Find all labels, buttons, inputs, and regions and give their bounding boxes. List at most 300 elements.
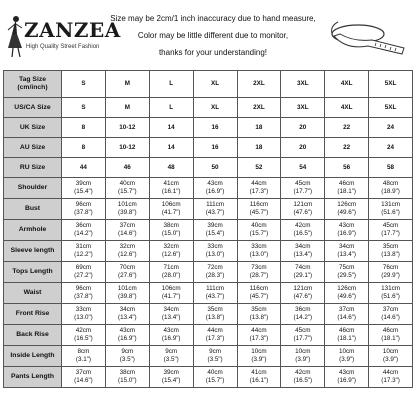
- measurement-cell: [325, 304, 369, 325]
- country-size-row: [4, 138, 413, 158]
- inch-value: (14.6"): [337, 314, 357, 321]
- cm-value: 44cm: [251, 327, 267, 334]
- inch-value: (49.6"): [337, 293, 357, 300]
- measurement-cell: [105, 325, 149, 346]
- measurement-cell: [62, 241, 106, 262]
- inch-value: (3.9"): [339, 356, 355, 363]
- measurement-cell: [193, 220, 237, 241]
- cm-value: 43cm: [119, 327, 136, 334]
- cm-value: 10cm: [251, 348, 267, 355]
- country-size-row: [4, 98, 413, 118]
- inch-value: (13.8"): [381, 251, 400, 258]
- inch-value: (18.9"): [381, 188, 400, 195]
- country-size-row: [4, 118, 413, 138]
- row-label: AU Size: [4, 138, 62, 158]
- measurement-cell: [237, 325, 281, 346]
- inch-value: (37.8"): [74, 293, 93, 300]
- inch-value: (47.6"): [293, 209, 313, 216]
- inch-value: (3.9"): [382, 356, 399, 363]
- size-cell: L: [149, 98, 193, 118]
- row-label: Pants Length: [4, 367, 62, 388]
- measurement-cell: [193, 325, 237, 346]
- cm-value: 40cm: [207, 369, 223, 376]
- cm-value: 40cm: [251, 222, 267, 229]
- measurement-cell: [369, 325, 413, 346]
- measurement-cell: [369, 220, 413, 241]
- measurement-row: [4, 199, 413, 220]
- measurement-row: [4, 262, 413, 283]
- measurement-cell: [281, 199, 325, 220]
- cm-value: 34cm: [163, 306, 179, 313]
- inch-value: (17.3"): [205, 335, 225, 342]
- tag-size-cell: XL: [193, 71, 237, 98]
- header: [0, 0, 416, 70]
- size-cell: 18: [237, 118, 281, 138]
- inch-value: (14.6"): [74, 377, 93, 384]
- measurement-cell: [237, 241, 281, 262]
- cm-value: 106cm: [161, 285, 181, 292]
- inch-value: (15.0"): [161, 230, 181, 237]
- measurement-row: [4, 346, 413, 367]
- measurement-cell: [237, 178, 281, 199]
- size-cell: 22: [325, 138, 369, 158]
- measurement-cell: [325, 346, 369, 367]
- measurement-cell: [193, 178, 237, 199]
- inch-value: (16.9"): [161, 335, 181, 342]
- inch-value: (15.0"): [117, 377, 137, 384]
- inch-value: (16.9"): [117, 335, 137, 342]
- size-cell: 44: [62, 158, 106, 178]
- measurement-cell: [105, 178, 149, 199]
- size-cell: 24: [369, 118, 413, 138]
- inch-value: (28.3"): [205, 272, 225, 279]
- cm-value: 36cm: [75, 222, 92, 229]
- cm-value: 8cm: [77, 348, 90, 355]
- cm-value: 131cm: [381, 285, 401, 292]
- measurement-cell: [149, 220, 193, 241]
- inch-value: (51.6"): [381, 293, 400, 300]
- cm-value: 70cm: [119, 264, 136, 271]
- cm-value: 32cm: [163, 243, 179, 250]
- measurement-cell: [62, 178, 106, 199]
- cm-value: 10cm: [382, 348, 399, 355]
- measurement-cell: [281, 346, 325, 367]
- inch-value: (3.1"): [75, 356, 92, 363]
- size-cell: 52: [237, 158, 281, 178]
- size-chart-table: [3, 70, 413, 388]
- cm-value: 39cm: [207, 222, 223, 229]
- measurement-cell: [149, 178, 193, 199]
- measurement-cell: [105, 283, 149, 304]
- tag-size-row: [4, 71, 413, 98]
- measurement-cell: [62, 325, 106, 346]
- measurement-cell: [325, 262, 369, 283]
- row-label: Bust: [4, 199, 62, 220]
- cm-value: 69cm: [75, 264, 92, 271]
- measurement-row: [4, 241, 413, 262]
- tag-size-header: [4, 71, 62, 98]
- cm-value: 96cm: [75, 201, 92, 208]
- row-label: Inside Length: [4, 346, 62, 367]
- measurement-cell: [149, 283, 193, 304]
- cm-value: 36cm: [295, 306, 311, 313]
- inch-value: (18.1"): [337, 188, 357, 195]
- cm-value: 33cm: [207, 243, 223, 250]
- inch-value: (18.1"): [381, 335, 400, 342]
- measurement-cell: [105, 199, 149, 220]
- row-label: Back Rise: [4, 325, 62, 346]
- size-cell: S: [62, 98, 106, 118]
- cm-value: 37cm: [119, 222, 136, 229]
- measurement-cell: [237, 367, 281, 388]
- cm-value: 101cm: [117, 285, 137, 292]
- measurement-cell: [369, 199, 413, 220]
- measurement-cell: [369, 304, 413, 325]
- measurement-row: [4, 304, 413, 325]
- inch-value: (13.0"): [249, 251, 269, 258]
- cm-value: 39cm: [163, 369, 179, 376]
- size-cell: 16: [193, 118, 237, 138]
- inch-value: (17.3"): [249, 188, 269, 195]
- cm-value: 37cm: [382, 306, 399, 313]
- size-cell: 16: [193, 138, 237, 158]
- cm-value: 73cm: [251, 264, 267, 271]
- cm-value: 45cm: [295, 180, 311, 187]
- size-cell: 3XL: [281, 98, 325, 118]
- measurement-cell: [325, 325, 369, 346]
- cm-value: 43cm: [338, 222, 355, 229]
- cm-value: 48cm: [382, 180, 399, 187]
- cm-value: 9cm: [165, 348, 178, 355]
- measurement-row: [4, 325, 413, 346]
- measurement-cell: [325, 241, 369, 262]
- measurement-cell: [237, 346, 281, 367]
- measurement-cell: [105, 220, 149, 241]
- size-cell: 8: [62, 118, 106, 138]
- measurement-cell: [369, 178, 413, 199]
- cm-value: 116cm: [249, 201, 269, 208]
- measurement-cell: [62, 199, 106, 220]
- inch-value: (29.9"): [381, 272, 400, 279]
- measurement-cell: [237, 199, 281, 220]
- measurement-cell: [281, 220, 325, 241]
- inch-value: (13.4"): [293, 251, 313, 258]
- measurement-cell: [105, 346, 149, 367]
- inch-value: (18.1"): [337, 335, 357, 342]
- tag-size-cell: 5XL: [369, 71, 413, 98]
- inch-value: (13.4"): [337, 251, 357, 258]
- measurement-cell: [325, 283, 369, 304]
- inch-value: (16.5"): [293, 377, 313, 384]
- size-cell: M: [105, 98, 149, 118]
- inch-value: (43.7"): [205, 293, 225, 300]
- measurement-cell: [325, 367, 369, 388]
- inch-value: (28.7"): [249, 272, 269, 279]
- size-cell: 14: [149, 118, 193, 138]
- size-cell: 8: [62, 138, 106, 158]
- cm-value: 35cm: [251, 306, 267, 313]
- cm-value: 71cm: [163, 264, 179, 271]
- cm-value: 41cm: [163, 180, 179, 187]
- tag-size-cell: 2XL: [237, 71, 281, 98]
- inch-value: (45.7"): [249, 293, 269, 300]
- inch-value: (15.7"): [205, 377, 225, 384]
- inch-value: (3.9"): [251, 356, 267, 363]
- measurement-cell: [149, 304, 193, 325]
- inch-value: (13.4"): [117, 314, 137, 321]
- cm-value: 131cm: [381, 201, 401, 208]
- inch-value: (3.5"): [119, 356, 135, 363]
- cm-value: 34cm: [295, 243, 311, 250]
- inch-value: (16.9"): [337, 230, 357, 237]
- size-cell: 18: [237, 138, 281, 158]
- cm-value: 35cm: [207, 306, 223, 313]
- measurement-cell: [193, 262, 237, 283]
- size-cell: 54: [281, 158, 325, 178]
- measurement-cell: [281, 241, 325, 262]
- measurement-cell: [149, 241, 193, 262]
- inch-value: (14.6"): [381, 314, 400, 321]
- size-cell: 20: [281, 138, 325, 158]
- row-label: RU Size: [4, 158, 62, 178]
- inch-value: (37.8"): [74, 209, 93, 216]
- measurement-cell: [62, 367, 106, 388]
- measurement-row: [4, 283, 413, 304]
- measurement-cell: [325, 199, 369, 220]
- tag-size-cell: M: [105, 71, 149, 98]
- measurement-cell: [237, 220, 281, 241]
- size-cell: 4XL: [325, 98, 369, 118]
- row-label: Tops Length: [4, 262, 62, 283]
- cm-value: 37cm: [75, 369, 92, 376]
- inch-value: (12.2"): [74, 251, 93, 258]
- row-label: Shoulder: [4, 178, 62, 199]
- cm-value: 44cm: [382, 369, 399, 376]
- measurement-cell: [149, 367, 193, 388]
- cm-value: 31cm: [75, 243, 92, 250]
- measurement-cell: [193, 346, 237, 367]
- inch-value: (16.9"): [205, 188, 225, 195]
- size-cell: 46: [105, 158, 149, 178]
- cm-value: 43cm: [338, 369, 355, 376]
- inch-value: (17.3"): [381, 377, 400, 384]
- cm-value: 44cm: [207, 327, 223, 334]
- inch-value: (12.6"): [117, 251, 137, 258]
- cm-value: 39cm: [75, 180, 92, 187]
- measurement-cell: [193, 367, 237, 388]
- cm-value: 106cm: [161, 201, 181, 208]
- cm-value: 35cm: [382, 243, 399, 250]
- size-cell: 20: [281, 118, 325, 138]
- size-cell: 10-12: [105, 138, 149, 158]
- measuring-tape-icon: [328, 10, 408, 62]
- inch-value: (15.4"): [161, 377, 181, 384]
- cm-value: 46cm: [382, 327, 399, 334]
- cm-value: 34cm: [338, 243, 355, 250]
- measurement-cell: [281, 178, 325, 199]
- cm-value: 75cm: [338, 264, 355, 271]
- cm-value: 111cm: [206, 285, 225, 292]
- measurement-cell: [193, 241, 237, 262]
- note-line: Color may be little different due to monitor,: [137, 31, 289, 40]
- cm-value: 33cm: [75, 306, 92, 313]
- size-notes: [108, 10, 318, 61]
- cm-value: 46cm: [338, 180, 355, 187]
- country-size-row: [4, 158, 413, 178]
- measurement-cell: [281, 262, 325, 283]
- size-cell: 5XL: [369, 98, 413, 118]
- tag-size-cell: 4XL: [325, 71, 369, 98]
- cm-value: 121cm: [293, 285, 313, 292]
- inch-value: (29.1"): [293, 272, 313, 279]
- inch-value: (43.7"): [205, 209, 225, 216]
- cm-value: 40cm: [119, 180, 136, 187]
- row-label: Waist: [4, 283, 62, 304]
- cm-value: 10cm: [338, 348, 355, 355]
- note-line: thanks for your understanding!: [158, 48, 268, 57]
- brand-logo: [4, 14, 121, 58]
- inch-value: (16.5"): [74, 335, 93, 342]
- measurement-cell: [369, 283, 413, 304]
- inch-value: (16.1"): [161, 188, 181, 195]
- measurement-cell: [193, 304, 237, 325]
- inch-value: (16.5"): [293, 230, 313, 237]
- cm-value: 101cm: [117, 201, 137, 208]
- size-cell: 24: [369, 138, 413, 158]
- measurement-row: [4, 220, 413, 241]
- cm-value: 37cm: [338, 306, 355, 313]
- measurement-cell: [193, 199, 237, 220]
- tag-size-cell: S: [62, 71, 106, 98]
- measurement-cell: [62, 262, 106, 283]
- inch-value: (15.4"): [205, 230, 225, 237]
- row-label: Front Rise: [4, 304, 62, 325]
- measurement-cell: [369, 262, 413, 283]
- measurement-cell: [237, 304, 281, 325]
- inch-value: (45.7"): [249, 209, 269, 216]
- cm-value: 126cm: [337, 201, 357, 208]
- inch-value: (14.6"): [117, 230, 137, 237]
- cm-value: 32cm: [119, 243, 136, 250]
- inch-value: (13.8"): [249, 314, 269, 321]
- measurement-row: [4, 367, 413, 388]
- inch-value: (15.7"): [117, 188, 137, 195]
- inch-value: (12.6"): [161, 251, 181, 258]
- cm-value: 42cm: [75, 327, 92, 334]
- cm-value: 116cm: [249, 285, 269, 292]
- tag-size-cell: L: [149, 71, 193, 98]
- inch-value: (41.7"): [161, 209, 181, 216]
- cm-value: 9cm: [121, 348, 134, 355]
- inch-value: (27.2"): [74, 272, 93, 279]
- cm-value: 121cm: [293, 201, 313, 208]
- cm-value: 72cm: [207, 264, 223, 271]
- measurement-cell: [281, 325, 325, 346]
- cm-value: 45cm: [295, 327, 311, 334]
- measurement-cell: [105, 304, 149, 325]
- cm-value: 42cm: [295, 369, 311, 376]
- inch-value: (3.9"): [295, 356, 311, 363]
- measurement-cell: [149, 199, 193, 220]
- inch-value: (13.4"): [161, 314, 181, 321]
- inch-value: (17.7"): [293, 188, 313, 195]
- size-cell: 2XL: [237, 98, 281, 118]
- inch-value: (3.5"): [163, 356, 179, 363]
- inch-value: (14.2"): [74, 230, 93, 237]
- measurement-cell: [149, 262, 193, 283]
- size-cell: 56: [325, 158, 369, 178]
- measurement-cell: [281, 367, 325, 388]
- cm-value: 9cm: [209, 348, 222, 355]
- cm-value: 43cm: [207, 180, 223, 187]
- inch-value: (17.7"): [381, 230, 400, 237]
- row-label: Sleeve length: [4, 241, 62, 262]
- row-label: UK Size: [4, 118, 62, 138]
- measurement-cell: [149, 325, 193, 346]
- cm-value: 44cm: [251, 180, 267, 187]
- cm-value: 43cm: [163, 327, 179, 334]
- inch-value: (16.9"): [337, 377, 357, 384]
- inch-value: (14.2"): [293, 314, 313, 321]
- row-label: US/CA Size: [4, 98, 62, 118]
- inch-value: (28.0"): [161, 272, 181, 279]
- inch-value: (49.6"): [337, 209, 357, 216]
- brand-slogan: High Quality Street Fashion: [26, 44, 100, 50]
- measurement-cell: [105, 262, 149, 283]
- measurement-cell: [149, 346, 193, 367]
- measurement-cell: [369, 241, 413, 262]
- measurement-cell: [237, 262, 281, 283]
- cm-value: 38cm: [163, 222, 179, 229]
- measurement-cell: [369, 367, 413, 388]
- fashion-figure-icon: [4, 14, 26, 58]
- inch-value: (47.6"): [293, 293, 313, 300]
- measurement-cell: [105, 241, 149, 262]
- size-cell: 58: [369, 158, 413, 178]
- measurement-cell: [193, 283, 237, 304]
- cm-value: 41cm: [251, 369, 267, 376]
- inch-value: (3.5"): [207, 356, 223, 363]
- cm-value: 34cm: [119, 306, 136, 313]
- measurement-cell: [62, 304, 106, 325]
- cm-value: 10cm: [295, 348, 311, 355]
- tag-size-label: Tag Size: [18, 76, 47, 83]
- measurement-row: [4, 178, 413, 199]
- size-cell: 48: [149, 158, 193, 178]
- inch-value: (16.1"): [249, 377, 269, 384]
- measurement-cell: [325, 220, 369, 241]
- note-line: Size may be 2cm/1 inch inaccuracy due to hand measure,: [110, 14, 316, 23]
- inch-value: (13.0"): [205, 251, 225, 258]
- size-cell: 10-12: [105, 118, 149, 138]
- inch-value: (13.8"): [205, 314, 225, 321]
- measurement-cell: [105, 367, 149, 388]
- measurement-cell: [62, 346, 106, 367]
- row-label: Armhole: [4, 220, 62, 241]
- inch-value: (39.8"): [117, 209, 137, 216]
- measurement-cell: [281, 304, 325, 325]
- inch-value: (15.7"): [249, 230, 269, 237]
- cm-value: 45cm: [382, 222, 399, 229]
- inch-value: (41.7"): [161, 293, 181, 300]
- tag-size-cell: 3XL: [281, 71, 325, 98]
- inch-value: (29.5"): [337, 272, 357, 279]
- size-cell: 50: [193, 158, 237, 178]
- measurement-cell: [62, 220, 106, 241]
- unit-label: (cm/inch): [17, 84, 48, 91]
- cm-value: 76cm: [382, 264, 399, 271]
- brand-name: ZANZEA: [24, 18, 121, 42]
